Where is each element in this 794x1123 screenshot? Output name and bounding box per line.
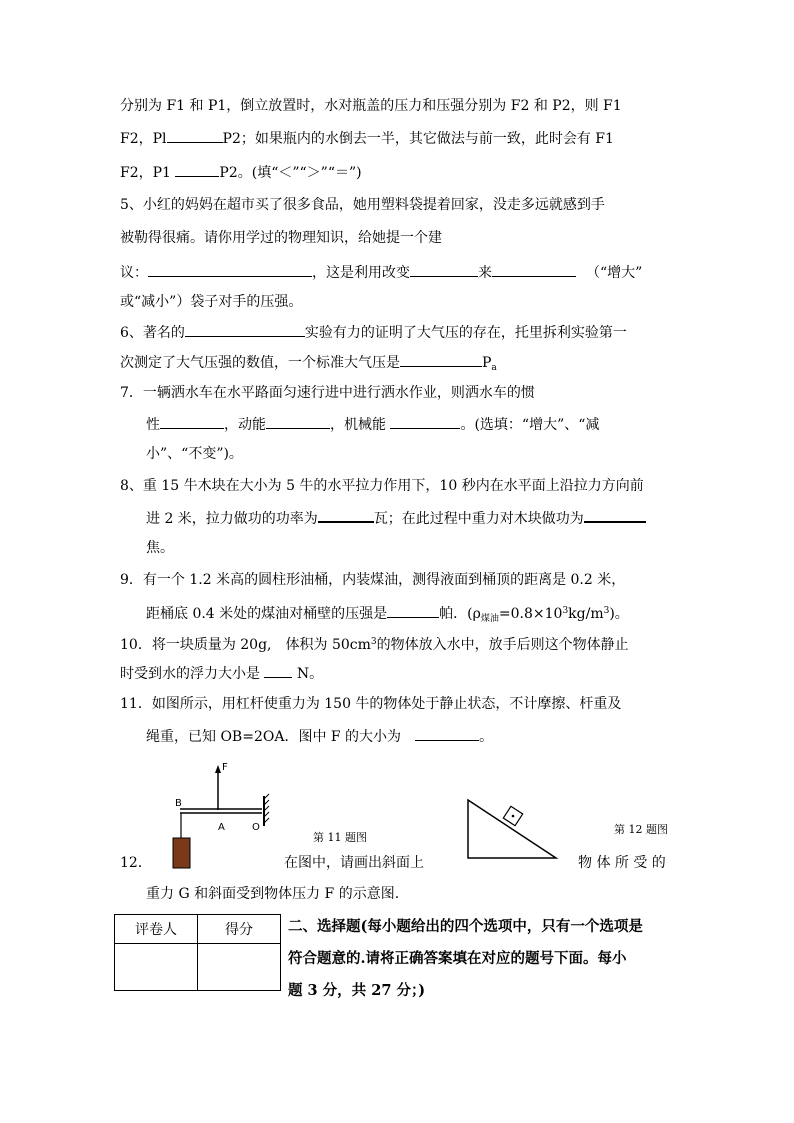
block-center-dot [512,815,515,818]
q12-line-2: 重力 G 和斜面受到物体压力 F 的示意图. [146,886,400,902]
answer-blank[interactable] [584,507,646,523]
hanging-weight [173,838,190,868]
answer-blank[interactable] [410,262,478,277]
q4-line-2: F2，Pl P2；如果瓶内的水倒去一半，其它做法与前一致，此时会有 F1 [120,128,614,149]
label-a: A [218,822,225,833]
q8-line-1: 8、重 15 牛木块在大小为 5 牛的水平拉力作用下，10 秒内在水平面上沿拉力方向前 [120,478,644,494]
lever-figure [160,760,280,872]
answer-blank[interactable] [415,726,479,741]
answer-blank[interactable] [492,262,576,277]
q5-line-1: 5、小红的妈妈在超市买了很多食品，她用塑料袋提着回家，没走多远就感到手 [120,197,605,213]
answer-blank[interactable] [185,322,305,337]
score-table [114,914,281,991]
q9-line-1: 9．有一个 1.2 米高的圆柱形油桶，内装煤油，测得液面到桶顶的距离是 0.2 米， [120,572,626,588]
incline-figure [462,796,562,862]
answer-blank[interactable] [400,352,482,367]
section-2-heading-line-1: 二、选择题(每小题给出的四个选项中，只有一个选项是 [288,918,643,935]
q5-line-4: 或“减小”）袋子对手的压强。 [120,294,303,310]
q7-line-1: 7．一辆洒水车在水平路面匀速行进中进行洒水作业，则洒水车的惯 [120,385,535,401]
q4-line-1: 分别为 F1 和 P1，倒立放置时，水对瓶盖的压力和压强分别为 F2 和 P2，则 F1 [120,98,622,114]
q11-line-2: 绳重，已知 OB=2OA．图中 F 的大小为 。 [146,726,493,747]
q5-line-2: 被勒得很痛。请你用学过的物理知识，给她提一个建 [120,230,442,246]
answer-blank[interactable] [387,603,439,618]
answer-blank[interactable] [167,128,223,143]
q5-line-3: 议： ，这是利用改变 来 （“增大” [120,262,642,283]
force-arrow-head [215,765,221,773]
score-header: 得分 [198,915,281,944]
q12-number: 12． [120,855,152,871]
figure-11-caption: 第 11 题图 [313,831,367,844]
q8-line-3: 焦。 [146,540,174,556]
figure-12-caption: 第 12 题图 [614,823,668,836]
q4-line-3: F2，P1 P2。(填“＜”“＞”“＝”) [120,162,362,183]
q11-line-1: 11．如图所示，用杠杆使重力为 150 牛的物体处于静止状态，不计摩擦、杆重及 [120,696,622,712]
q12-text: 在图中，请画出斜面上 [284,855,424,871]
q6-line-1: 6、著名的 实验有力的证明了大气压的存在，托里拆利实验第一 [120,322,627,343]
answer-blank[interactable] [318,507,374,523]
answer-blank[interactable] [175,162,219,177]
answer-blank[interactable] [266,414,330,429]
label-f: F [222,762,228,773]
section-2-heading-line-3: 题 3 分，共 27 分；) [288,982,426,999]
q7-line-2: 性 ，动能 ，机械能 。(选填：“增大”、“减 [146,414,599,435]
section-2-heading-line-2: 符合题意的.请将正确答案填在对应的题号下面。每小 [288,950,627,967]
answer-blank[interactable] [160,414,224,429]
score-cell[interactable] [198,944,281,991]
grader-cell[interactable] [115,944,198,991]
answer-blank[interactable] [148,262,312,277]
q9-line-2: 距桶底 0.4 米处的煤油对桶壁的压强是 帕．$(\rho_{煤油}=0.8\times 10^3kg/m^3)$。 [146,601,629,629]
q12-text-right: 物 体 所 受 的 [578,855,666,871]
grader-header: 评卷人 [115,915,198,944]
q10-line-1: 10．将一块质量为 20g, 体积为 $50cm^3$的物体放入水中，放手后则这个物体静止 [120,637,629,653]
q10-line-2: 时受到水的浮力大小是 N。 [120,663,323,684]
label-b: B [175,798,182,809]
q6-line-2: 次测定了大气压强的数值，一个标准大气压是 $P_a$ [120,352,497,378]
q8-line-2: 进 2 米，拉力做功的功率为 瓦；在此过程中重力对木块做功为 [146,507,646,529]
label-o: O [252,822,260,833]
answer-blank[interactable] [264,663,292,678]
answer-blank[interactable] [390,414,460,429]
q7-line-3: 小”、“不变”)。 [146,446,243,462]
